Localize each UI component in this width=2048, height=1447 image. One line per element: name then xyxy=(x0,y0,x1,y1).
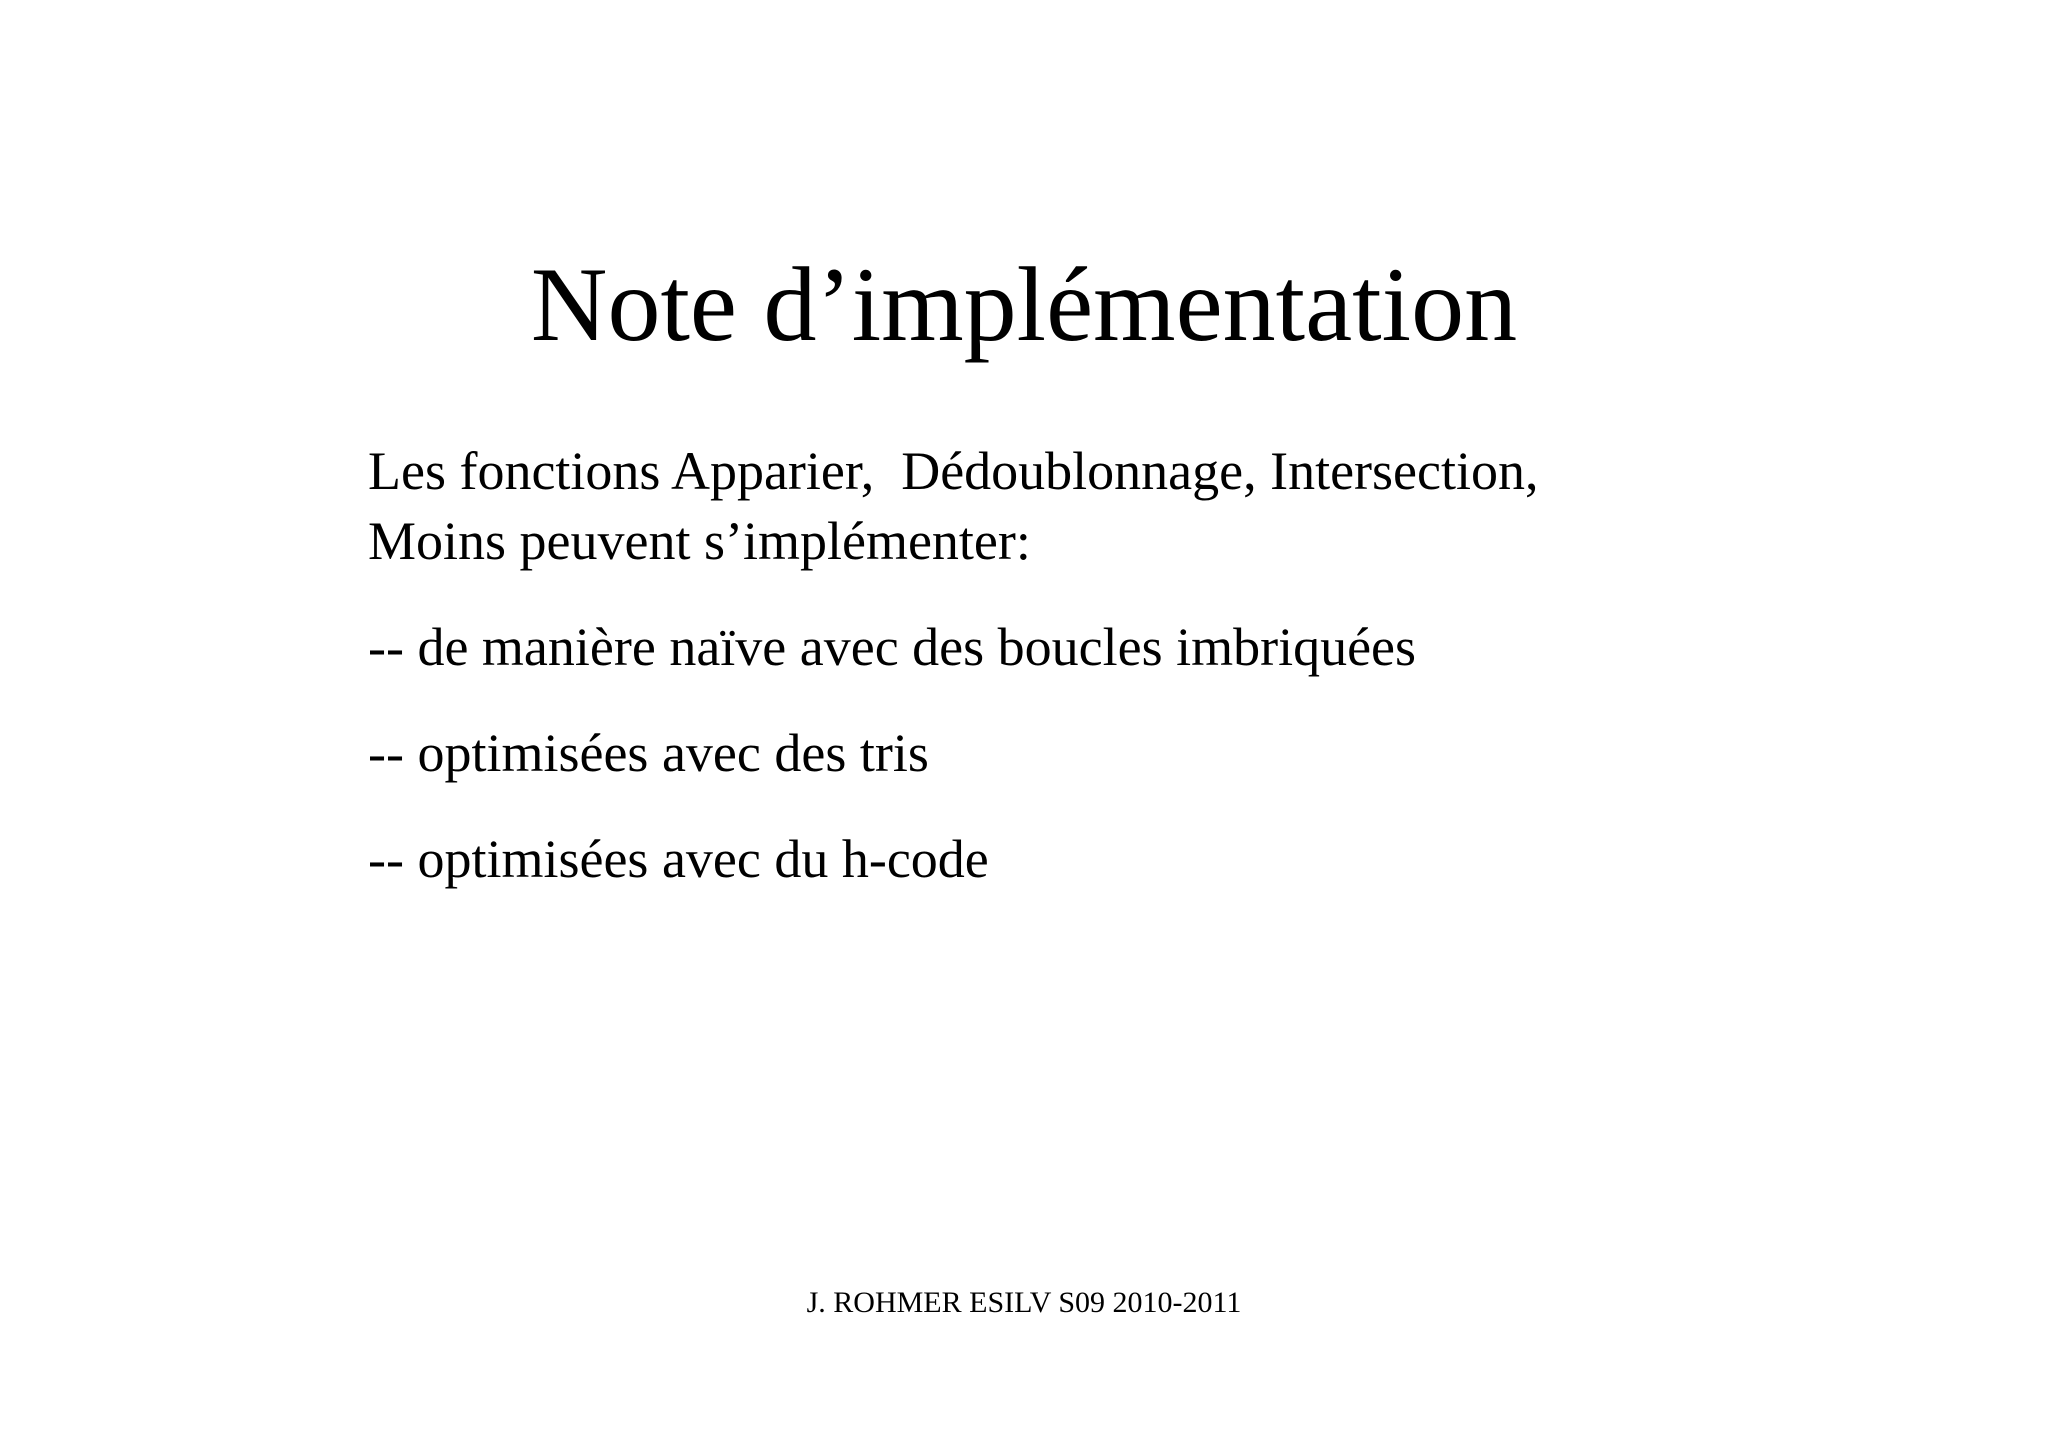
list-item: -- optimisées avec des tris xyxy=(368,723,929,783)
intro-line-2: Moins peuvent s’implémenter: xyxy=(368,511,1031,571)
intro-paragraph xyxy=(368,436,1539,576)
slide-footer: J. ROHMER ESILV S09 2010-2011 xyxy=(806,1286,1242,1319)
intro-line-1: Les fonctions Apparier, Dédoublonnage, Intersection, xyxy=(368,441,1539,501)
list-item: -- de manière naïve avec des boucles imbriquées xyxy=(368,617,1417,677)
list-item: -- optimisées avec du h-code xyxy=(368,829,989,889)
slide-title: Note d’implémentation xyxy=(530,246,1518,363)
